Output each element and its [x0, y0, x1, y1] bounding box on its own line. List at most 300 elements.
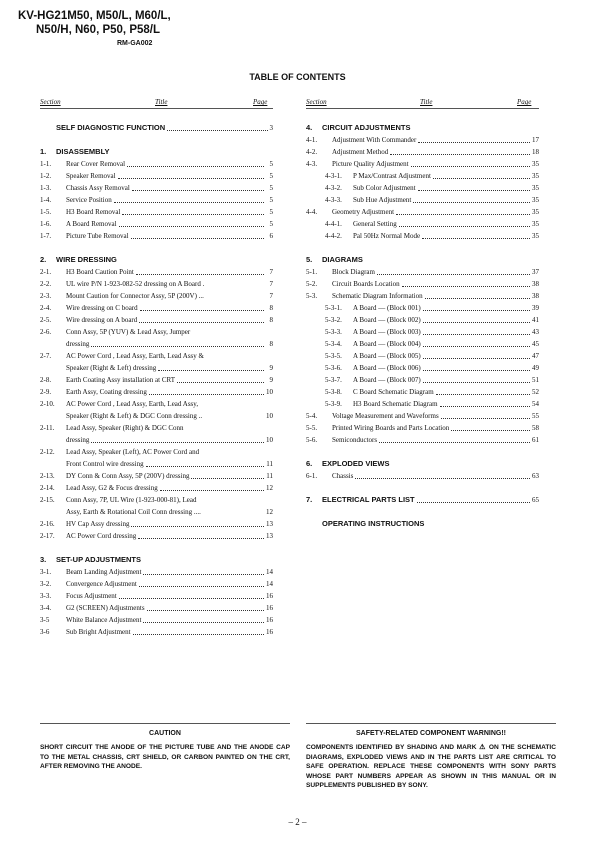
dot-leader: [132, 190, 264, 191]
left-header-rule: [40, 108, 273, 109]
entry-number: 4-4.: [306, 208, 318, 216]
right-title-header: Title: [420, 98, 433, 106]
entry-title: [66, 182, 273, 194]
entry-title-text: Wire dressing on C board: [66, 304, 138, 312]
entry-number: 5-5.: [306, 424, 318, 432]
dot-leader: [136, 274, 264, 275]
toc-entry: [306, 134, 539, 146]
entry-number: 5-3-2.: [325, 316, 342, 324]
entry-title: [66, 566, 273, 578]
entry-number: 2-12.: [40, 448, 55, 456]
dot-leader: [118, 178, 264, 179]
toc-entry: [40, 230, 273, 242]
safety-text-before: COMPONENTS IDENTIFIED BY SHADING AND MARK: [306, 744, 480, 751]
entry-title: [332, 434, 539, 446]
entry-title-text: H3 Board Removal: [66, 208, 121, 216]
toc-entry: [306, 266, 539, 278]
entry-page: 5: [269, 160, 273, 168]
toc-entry: [40, 278, 273, 290]
safety-rule: [306, 723, 556, 724]
entry-title: [66, 530, 273, 542]
entry-number: 2-8.: [40, 376, 52, 384]
entry-page: 35: [532, 160, 539, 168]
entry-number: 5-6.: [306, 436, 318, 444]
entry-title-text: Speaker (Right & Left) & DGC Conn dressing ..: [66, 412, 203, 420]
section-title-text: DIAGRAMS: [322, 255, 363, 264]
entry-number: 4-2.: [306, 148, 318, 156]
entry-title-text: A Board — (Block 001): [353, 304, 421, 312]
dot-leader: [177, 382, 264, 383]
entry-title-text: Adjustment Method: [332, 148, 389, 156]
warning-triangle-icon: ⚠: [479, 744, 487, 751]
toc-entry: [40, 374, 273, 386]
entry-page: 35: [532, 184, 539, 192]
entry-number: 2-16.: [40, 520, 55, 528]
entry-number: 5-2.: [306, 280, 318, 288]
entry-page: 38: [532, 292, 539, 300]
entry-page: 35: [532, 196, 539, 204]
entry-page: 14: [266, 580, 273, 588]
toc-entry: [306, 350, 539, 362]
entry-title: [66, 266, 273, 278]
safety-title: SAFETY-RELATED COMPONENT WARNING!!: [356, 730, 506, 737]
entry-page: 13: [266, 520, 273, 528]
entry-number: 4-3.: [306, 160, 318, 168]
dot-leader: [140, 310, 264, 311]
section-heading: [40, 122, 273, 134]
entry-title: [66, 326, 273, 338]
dot-leader: [425, 298, 530, 299]
entry-page: 8: [269, 340, 273, 348]
dot-leader: [423, 322, 530, 323]
entry-title-text: Earth Coating Assy installation at CRT: [66, 376, 176, 384]
entry-title-text: A Board Removal: [66, 220, 117, 228]
dot-leader: [138, 538, 264, 539]
entry-title-text: Printed Wiring Boards and Parts Location: [332, 424, 450, 432]
section-number: 4.: [306, 123, 313, 132]
entry-title-text: Voltage Measurement and Waveforms: [332, 412, 439, 420]
dot-leader: [127, 166, 264, 167]
entry-page: 47: [532, 352, 539, 360]
entry-title: [66, 422, 273, 434]
entry-title-text: C Board Schematic Diagram: [353, 388, 434, 396]
dot-leader: [377, 274, 530, 275]
entry-number: 2-9.: [40, 388, 52, 396]
entry-title: [66, 218, 273, 230]
toc-left-column: [40, 114, 273, 638]
section-title: [56, 146, 273, 158]
entry-page: 5: [269, 184, 273, 192]
section-heading: [306, 494, 539, 506]
section-number: 5.: [306, 255, 313, 264]
entry-number: 5-1.: [306, 268, 318, 276]
entry-number: 5-3-8.: [325, 388, 342, 396]
entry-title-text: Sub Color Adjustment: [353, 184, 416, 192]
section-heading: [40, 554, 273, 566]
dot-leader: [423, 334, 530, 335]
entry-number: 2-14.: [40, 484, 55, 492]
entry-title-text: H3 Board Caution Point: [66, 268, 134, 276]
entry-number: 5-3-5.: [325, 352, 342, 360]
entry-number: 1-7.: [40, 232, 52, 240]
entry-number: 5-3-4.: [325, 340, 342, 348]
entry-number: 1-1.: [40, 160, 52, 168]
toc-entry: [40, 350, 273, 362]
entry-title-text: AC Power Cord dressing: [66, 532, 137, 540]
entry-title: [66, 578, 273, 590]
entry-title-text: Picture Quality Adjustment: [332, 160, 409, 168]
section-number: 2.: [40, 255, 47, 264]
dot-leader: [423, 382, 530, 383]
entry-title-text: Lead Assy, G2 & Focus dressing: [66, 484, 158, 492]
toc-entry: [306, 386, 539, 398]
entry-number: 2-1.: [40, 268, 52, 276]
entry-number: 6-1.: [306, 472, 318, 480]
entry-title: [353, 182, 539, 194]
toc-entry: [40, 482, 273, 494]
right-header-rule: [306, 108, 539, 109]
dot-leader: [441, 418, 530, 419]
entry-title-text: Block Diagram: [332, 268, 375, 276]
dot-leader: [167, 122, 267, 131]
entry-title-text: Convergence Adjustment: [66, 580, 137, 588]
toc-entry: [40, 626, 273, 638]
toc-entry-multiline: [40, 494, 273, 518]
dot-leader: [413, 202, 530, 203]
dot-leader: [355, 478, 530, 479]
toc-entry-continuation: [40, 410, 273, 422]
section-title: [322, 494, 539, 506]
toc-entry: [40, 614, 273, 626]
remote-model: RM-GA002: [117, 40, 153, 47]
entry-title-text: P Max/Contrast Adjustment: [353, 172, 431, 180]
dot-leader: [131, 526, 264, 527]
toc-entry: [40, 290, 273, 302]
toc-entry: [306, 194, 539, 206]
entry-number: 2-7.: [40, 352, 52, 360]
left-title-header: Title: [155, 98, 168, 106]
entry-title-text: Conn Assy, 7P, UL Wire (1-923-000-81), Lead: [66, 496, 197, 504]
entry-title: [353, 170, 539, 182]
toc-entry-multiline: [40, 446, 273, 470]
toc-entry: [306, 470, 539, 482]
entry-title-text: A Board — (Block 007): [353, 376, 421, 384]
entry-number: 4-3-1.: [325, 172, 342, 180]
right-page-header: Page: [517, 98, 532, 106]
dot-leader: [146, 466, 264, 467]
entry-number: 3-1.: [40, 568, 52, 576]
toc-entry: [306, 218, 539, 230]
dot-leader: [133, 634, 264, 635]
toc-entry: [306, 170, 539, 182]
entry-page: 11: [266, 472, 273, 480]
entry-title: [66, 290, 273, 302]
entry-title: [353, 398, 539, 410]
entry-number: 4-4-1.: [325, 220, 342, 228]
entry-title-text: Rear Cover Removal: [66, 160, 126, 168]
section-number: 7.: [306, 495, 313, 504]
model-title-line1: KV-HG21M50, M50/L, M60/L,: [18, 10, 171, 22]
toc-entry: [40, 326, 273, 338]
entry-title-text: Lead Assy, Speaker (Left), AC Power Cord and: [66, 448, 200, 456]
entry-title-text: Geometry Adjustment: [332, 208, 395, 216]
entry-page: 61: [532, 436, 539, 444]
entry-title-text: Pal 50Hz Normal Mode: [353, 232, 421, 240]
entry-title: [66, 158, 273, 170]
dot-leader: [114, 202, 264, 203]
section-number: 6.: [306, 459, 313, 468]
entry-title: [332, 146, 539, 158]
section-title: [322, 122, 539, 134]
toc-entry: [40, 398, 273, 410]
dot-leader: [160, 490, 264, 491]
dot-leader: [139, 586, 264, 587]
toc-entry: [306, 182, 539, 194]
section-title: [56, 554, 273, 566]
entry-title-text: Assy, Earth & Rotational Coil Conn dressing ....: [66, 508, 201, 516]
dot-leader: [91, 442, 264, 443]
toc-entry: [40, 206, 273, 218]
entry-title: [332, 470, 539, 482]
entry-title: [66, 194, 273, 206]
entry-number: 5-3-1.: [325, 304, 342, 312]
dot-leader: [436, 394, 530, 395]
toc-entry: [306, 302, 539, 314]
entry-number: 3-6: [40, 628, 50, 636]
dot-leader: [143, 622, 264, 623]
section-title-text: ELECTRICAL PARTS LIST: [322, 495, 415, 504]
entry-title: [66, 518, 273, 530]
entry-page: 54: [532, 400, 539, 408]
entry-title: [66, 590, 273, 602]
entry-title-text: A Board — (Block 003): [353, 328, 421, 336]
toc-entry: [40, 494, 273, 506]
entry-title: [353, 386, 539, 398]
entry-number: 1-3.: [40, 184, 52, 192]
entry-title-text: White Balance Adjustment: [66, 616, 142, 624]
toc-right-column: [306, 114, 539, 530]
section-page: 3: [269, 124, 273, 132]
entry-title-text: Lead Assy, Speaker (Right) & DGC Conn: [66, 424, 184, 432]
entry-title-text: A Board — (Block 004): [353, 340, 421, 348]
entry-page: 35: [532, 220, 539, 228]
toc-entry: [306, 410, 539, 422]
entry-number: 2-3.: [40, 292, 52, 300]
toc-entry: [40, 518, 273, 530]
entry-number: 2-10.: [40, 400, 55, 408]
section-title: [322, 254, 539, 266]
entry-page: 7: [269, 280, 273, 288]
dot-leader: [402, 286, 530, 287]
entry-page: 35: [532, 208, 539, 216]
entry-page: 9: [269, 364, 273, 372]
dot-leader: [119, 226, 264, 227]
right-section-header: Section: [306, 98, 327, 106]
entry-page: 43: [532, 328, 539, 336]
toc-entry: [40, 170, 273, 182]
entry-page: 16: [266, 616, 273, 624]
entry-title: [353, 350, 539, 362]
section-heading: [40, 254, 273, 266]
section-title-text: CIRCUIT ADJUSTMENTS: [322, 123, 411, 132]
entry-title: [353, 230, 539, 242]
entry-page: 52: [532, 388, 539, 396]
entry-page: 6: [269, 232, 273, 240]
toc-entry: [40, 446, 273, 458]
entry-title: [66, 458, 273, 470]
entry-title: [66, 362, 273, 374]
entry-title: [332, 422, 539, 434]
entry-title: [66, 410, 273, 422]
toc-entry: [306, 314, 539, 326]
entry-number: 3-2.: [40, 580, 52, 588]
toc-entry: [306, 398, 539, 410]
entry-title-text: dressing: [66, 436, 90, 444]
entry-title: [66, 374, 273, 386]
entry-page: 63: [532, 472, 539, 480]
entry-page: 58: [532, 424, 539, 432]
entry-title-text: A Board — (Block 005): [353, 352, 421, 360]
entry-title-text: Speaker (Right & Left) dressing: [66, 364, 157, 372]
toc-entry-multiline: [40, 326, 273, 350]
dot-leader: [147, 610, 264, 611]
entry-number: 2-6.: [40, 328, 52, 336]
entry-number: 2-5.: [40, 316, 52, 324]
entry-page: 39: [532, 304, 539, 312]
section-title: [322, 518, 539, 530]
entry-title: [66, 206, 273, 218]
safety-text: [306, 743, 556, 791]
entry-title: [66, 506, 273, 518]
toc-entry: [306, 374, 539, 386]
entry-title-text: Semiconductors: [332, 436, 378, 444]
dot-leader: [440, 406, 530, 407]
entry-page: 12: [266, 484, 273, 492]
toc-entry-continuation: [40, 458, 273, 470]
entry-title: [353, 326, 539, 338]
entry-title-text: AC Power Cord , Lead Assy, Earth, Lead Assy &: [66, 352, 204, 360]
entry-page: 17: [532, 136, 539, 144]
toc-entry: [40, 218, 273, 230]
section-number: [40, 122, 56, 134]
entry-title: [66, 170, 273, 182]
toc-entry: [40, 314, 273, 326]
entry-number: 2-15.: [40, 496, 55, 504]
entry-number: 3-4.: [40, 604, 52, 612]
toc-entry: [40, 422, 273, 434]
safety-text-after: ON THE SCHEMATIC DIAGRAMS, EXPLODED VIEWS AND IN THE PARTS LIST ARE CRITICAL TO SAFE OPERATION. REPLACE THESE COMPONENTS WITH SONY PARTS WHOSE PART NUMBERS APPEAR AS SHOWN IN THIS MANUAL OR IN SUPPLEMENTS PUBLISHED BY SONY.: [306, 744, 556, 789]
entry-page: 55: [532, 412, 539, 420]
entry-page: 11: [266, 460, 273, 468]
dot-leader: [396, 214, 530, 215]
entry-title: [66, 626, 273, 638]
entry-title: [66, 314, 273, 326]
section-page: 65: [532, 496, 539, 504]
entry-title: [353, 218, 539, 230]
entry-title-text: Beam Landing Adjustment: [66, 568, 142, 576]
left-section-header: Section: [40, 98, 61, 106]
entry-page: 5: [269, 172, 273, 180]
entry-title-text: Schematic Diagram Information: [332, 292, 423, 300]
entry-number: 2-13.: [40, 472, 55, 480]
entry-title: [66, 434, 273, 446]
entry-title-text: AC Power Cord , Lead Assy, Earth, Lead Assy,: [66, 400, 199, 408]
toc-entry-multiline: [40, 350, 273, 374]
toc-entry: [306, 338, 539, 350]
section-title: [322, 458, 539, 470]
entry-title: [353, 302, 539, 314]
entry-title: [66, 338, 273, 350]
section-title: [56, 254, 273, 266]
entry-title: [353, 374, 539, 386]
entry-page: 37: [532, 268, 539, 276]
page-number: – 2 –: [288, 817, 307, 827]
dot-leader: [399, 226, 530, 227]
dot-leader: [417, 494, 530, 503]
entry-page: 7: [269, 268, 273, 276]
entry-title: [353, 194, 539, 206]
dot-leader: [423, 310, 530, 311]
toc-entry: [40, 158, 273, 170]
toc-entry: [40, 530, 273, 542]
entry-number: 3-3.: [40, 592, 52, 600]
entry-number: 5-3-9.: [325, 400, 342, 408]
dot-leader: [423, 346, 530, 347]
entry-page: 41: [532, 316, 539, 324]
entry-title: [332, 134, 539, 146]
toc-entry: [40, 182, 273, 194]
entry-title: [66, 302, 273, 314]
entry-page: 16: [266, 628, 273, 636]
entry-title-text: DY Conn & Conn Assy, 5P (200V) dressing: [66, 472, 190, 480]
entry-title: [66, 470, 273, 482]
entry-title: [66, 398, 273, 410]
entry-page: 5: [269, 208, 273, 216]
entry-title-text: Speaker Removal: [66, 172, 116, 180]
entry-title-text: Adjustment With Commander: [332, 136, 417, 144]
entry-title-text: H3 Board Schematic Diagram: [353, 400, 438, 408]
entry-number: 5-3.: [306, 292, 318, 300]
entry-page: 12: [266, 508, 273, 516]
dot-leader: [418, 142, 530, 143]
entry-number: 1-5.: [40, 208, 52, 216]
toc-entry: [306, 278, 539, 290]
toc-entry: [306, 158, 539, 170]
entry-page: 5: [269, 220, 273, 228]
entry-title-text: Picture Tube Removal: [66, 232, 129, 240]
entry-title-text: G2 (SCREEN) Adjustments: [66, 604, 145, 612]
entry-page: 14: [266, 568, 273, 576]
toc-entry: [306, 230, 539, 242]
section-title-text: EXPLODED VIEWS: [322, 459, 390, 468]
dot-leader: [131, 238, 264, 239]
section-heading: [40, 146, 273, 158]
entry-title: [353, 338, 539, 350]
entry-page: 38: [532, 280, 539, 288]
caution-text: SHORT CIRCUIT THE ANODE OF THE PICTURE TUBE AND THE ANODE CAP TO THE METAL CHASSIS, CRT SHIELD, OR CARBON PAINTED ON THE CRT, AFTER REMOVING THE ANODE.: [40, 744, 290, 770]
entry-number: 5-3-6.: [325, 364, 342, 372]
toc-entry-continuation: [40, 338, 273, 350]
entry-title-text: UL wire P/N 1-923-082-52 dressing on A Board .: [66, 280, 205, 288]
toc-entry: [306, 206, 539, 218]
section-title-text: SELF DIAGNOSTIC FUNCTION: [56, 123, 166, 132]
entry-title-text: dressing: [66, 340, 90, 348]
entry-title-text: Focus Adjustment: [66, 592, 117, 600]
entry-title-text: Conn Assy, 5P (YUV) & Lead Assy, Jumper: [66, 328, 191, 336]
entry-number: 1-6.: [40, 220, 52, 228]
entry-title: [353, 362, 539, 374]
dot-leader: [139, 322, 264, 323]
